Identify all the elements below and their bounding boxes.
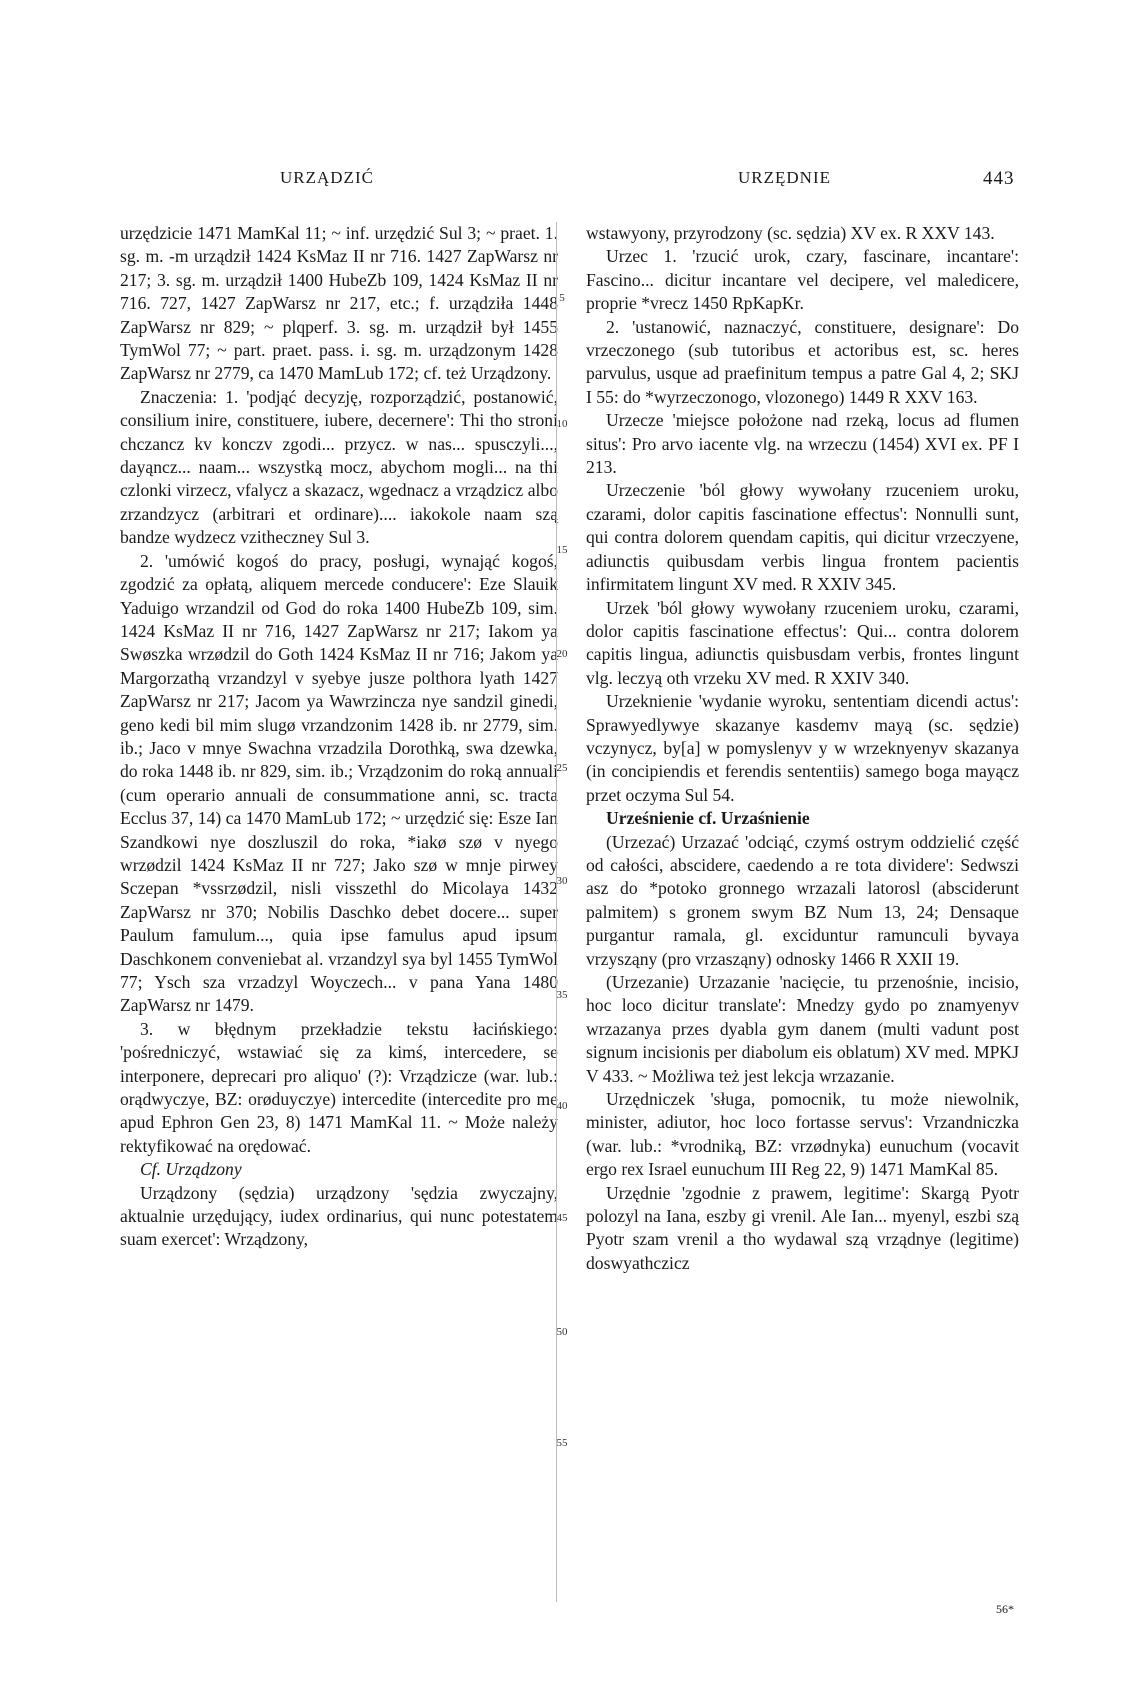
line-number: 50 — [556, 1326, 568, 1338]
header-right-headword: URZĘDNIE — [738, 168, 831, 187]
line-number: 45 — [556, 1212, 568, 1224]
entry-paragraph: Urzecze 'miejsce położone nad rzeką, locus ad flumen situs': Pro arvo iacente vlg. na wrzeczu (1454) XVI ex. PF I 213. — [586, 410, 1019, 478]
line-number: 20 — [556, 648, 568, 660]
printer-signature: 56* — [996, 1602, 1014, 1616]
line-number: 25 — [556, 762, 568, 774]
entry-paragraph: 2. 'ustanowić, naznaczyć, constituere, designare': Do vrzeczonego (sub tutoribus et actoribus est, sc. heres parvulus, usque ad praefinitum tempus a patre Gal 4, 2; SKJ I 55: do *wyrzeczonogo, vlozonego) 1449 R XXV 163. — [586, 316, 1019, 407]
entry-paragraph: Znaczenia: 1. 'podjąć decyzję, rozporządzić, postanowić, consilium inire, constituere, iubere, decernere': Thi tho stroni chczancz kv konczv zgodi... przycz. w nas... spusczyli..., dayąncz... naam... wszystką mocz, abychom mogli... na thi czlonki virzecz, vfalycz a skazacz, wgednacz a vrządzicz albo zrzandzycz (arbitrari et ordinare).... iakokole naam szą bandze wydzecz vzitheczney Sul 3. — [120, 386, 558, 548]
entry-paragraph: Urześnienie cf. Urzaśnienie — [606, 808, 810, 829]
line-number: 55 — [556, 1437, 568, 1449]
line-number: 30 — [556, 875, 568, 887]
entry-paragraph: urzędzicie 1471 MamKal 11; ~ inf. urzędzić Sul 3; ~ praet. 1. sg. m. -m urządził 1424 KsMaz II nr 716. 1427 ZapWarsz nr 217; 3. sg. m. urządził 1400 HubeZb 109, 1424 KsMaz II nr 716. 727, 1427 ZapWarsz nr 217, etc.; f. urządziła 1448 ZapWarsz nr 829; ~ plqperf. 3. sg. m. urządził był 1455 TymWol 77; ~ part. praet. pass. i. sg. m. urządzonym 1428 ZapWarsz nr 2779, ca 1470 MamLub 172; cf. też Urządzony. — [120, 223, 558, 384]
entry-paragraph: wstawyony, przyrodzony (sc. sędzia) XV ex. R XXV 143. — [586, 223, 995, 243]
entry-paragraph: Urzek 'ból głowy wywołany rzuceniem uroku, czarami, dolor capitis fascinatione effectus': Qui... contra dolorem capitis lingua, adiunctis quisbusdam verbis, frontes lingunt vlg. leczyą oth vrzeku XV med. R XXIV 340. — [586, 597, 1019, 688]
entry-paragraph: Urzeczenie 'ból głowy wywołany rzuceniem uroku, czarami, dolor capitis fascinatione effectus': Nonnulli sunt, qui contra dolorem quendam capitis, qui dicitur vrzeczyene, adiunctis quibusdam verbis lingua frontem pacientis infirmitatem lingunt XV med. R XXIV 345. — [586, 480, 1019, 595]
line-number: 40 — [556, 1100, 568, 1112]
entry-paragraph: (Urzezać) Urzazać 'odciąć, czymś ostrym oddzielić część od całości, abscidere, caedendo a re tota dividere': Sedwszi asz do *potoko gronnego wrzazali latorosl (absciderunt palmitem) s gronem swym BZ Num 13, 24; Densaque purgantur ramala, gl. exciduntur ramunculi byvaya vrzysząny (pro vrzasząny) odnosky 1466 R XXII 19. — [586, 831, 1019, 969]
page-number: 443 — [983, 168, 1015, 189]
entry-paragraph: Cf. Urządzony — [140, 1159, 242, 1180]
line-number: 10 — [556, 418, 568, 430]
entry-paragraph: 2. 'umówić kogoś do pracy, posługi, wynająć kogoś, zgodzić za opłatą, aliquem mercede conducere': Eze Slauik Yaduigo wrzandzil od God do roka 1400 HubeZb 109, sim. 1424 KsMaz II nr 716, 1427 ZapWarsz nr 217; Iakom ya Swøszka wrzødzil do Goth 1424 KsMaz II nr 716; Jakom ya Margorzathą vrzandzyl v syebye jusze polthora lyath 1427 ZapWarsz nr 217; Jacom ya Wawrzincza nye sandzil ginedi, geno kedi bil mim slugø vrzandzonim 1428 ib. nr 2779, sim. ib.; Jaco v mnye Swachna vrzadzila Dorothką, swa dzewka, do roka 1448 ib. nr 829, sim. ib.; Vrządzonim do roką annuali (cum operario annuali de consummatione anni, sc. tracta Ecclus 37, 14) ca 1470 MamLub 172; ~ urzędzić się: Esze Ian Szandkowi nye doszluszil do roka, *iakø szø v nyego wrzødzil 1424 KsMaz II nr 727; Jako szø w mnje pirwey Sczepan *vssrzødzil, nisli visszethl do Micolaya 1432 ZapWarsz nr 370; Nobilis Daschko debet docere... super Paulum famulum..., quia ipse famulus apud ipsum Daschkonem conveniebat al. vrzandzyl sya byl 1455 TymWol 77; Ysch sza vrzadzyl Woyczech... v pana Yana 1480 ZapWarsz nr 1479. — [120, 550, 558, 1016]
entry-paragraph: Urzędniczek 'sługa, pomocnik, tu może niewolnik, minister, adiutor, hoc loco fortasse servus': Vrzandniczka (war. lub.: *vrodniką, BZ: vrzødnyka) eunuchum (vocavit ergo rex Israel eunuchum III Reg 22, 9) 1471 MamKal 85. — [586, 1089, 1019, 1180]
right-column — [586, 222, 1019, 1275]
entry-paragraph: Urzędnie 'zgodnie z prawem, legitime': Skargą Pyotr polozyl na Iana, eszby gi vrenil. Ale Ian... myenyl, eszbi szą Pyotr szam vrenil a tho wydawal szą vrządnye (legitime) doswyathczicz — [586, 1182, 1019, 1273]
running-header — [0, 168, 1147, 198]
left-column — [120, 222, 558, 1252]
line-number: 5 — [559, 292, 565, 304]
entry-paragraph: Urządzony (sędzia) urządzony 'sędzia zwyczajny, aktualnie urzędujący, iudex ordinarius, qui nunc potestatem suam exercet': Wrządzony, — [120, 1182, 558, 1250]
entry-paragraph: (Urzezanie) Urzazanie 'nacięcie, tu przenośnie, incisio, hoc loco dicitur translate': Mnedzy gydo po znamyenyv wrzazanya przes dyabla gym danem (multi vadunt post signum incisionis per diabolum eis oblatum) XV med. MPKJ V 433. ~ Możliwa też jest lekcja wrzazanie. — [586, 972, 1019, 1086]
entry-paragraph: Urzeknienie 'wydanie wyroku, sententiam dicendi actus': Sprawyedlywye skazanye kasdemv mayą (sc. sędzie) vczynycz, by[a] w pomyslenyv y w wrzeknyenyv skazanya (in concipiendis et ferendis sententiis) samego boga mayącz przet oczyma Sul 54. — [586, 691, 1019, 805]
line-number: 35 — [556, 989, 568, 1001]
header-left-headword: URZĄDZIĆ — [280, 168, 374, 187]
line-number: 15 — [556, 544, 568, 556]
entry-paragraph: Urzec 1. 'rzucić urok, czary, fascinare, incantare': Fascino... dicitur incantare vel decipere, vel maledicere, proprie *vrecz 1450 RpKapKr. — [586, 246, 1019, 314]
entry-paragraph: 3. w błędnym przekładzie tekstu łacińskiego: 'pośredniczyć, wstawiać się za kimś, intercedere, se interponere, deprecari pro aliquo' (?): Vrządzicze (war. lub.: orądwyczye, BZ: orøduyczye) intercedite (intercedite pro me apud Ephron Gen 23, 8) 1471 MamKal 11. ~ Może należy rektyfikować na orędować. — [120, 1018, 558, 1156]
